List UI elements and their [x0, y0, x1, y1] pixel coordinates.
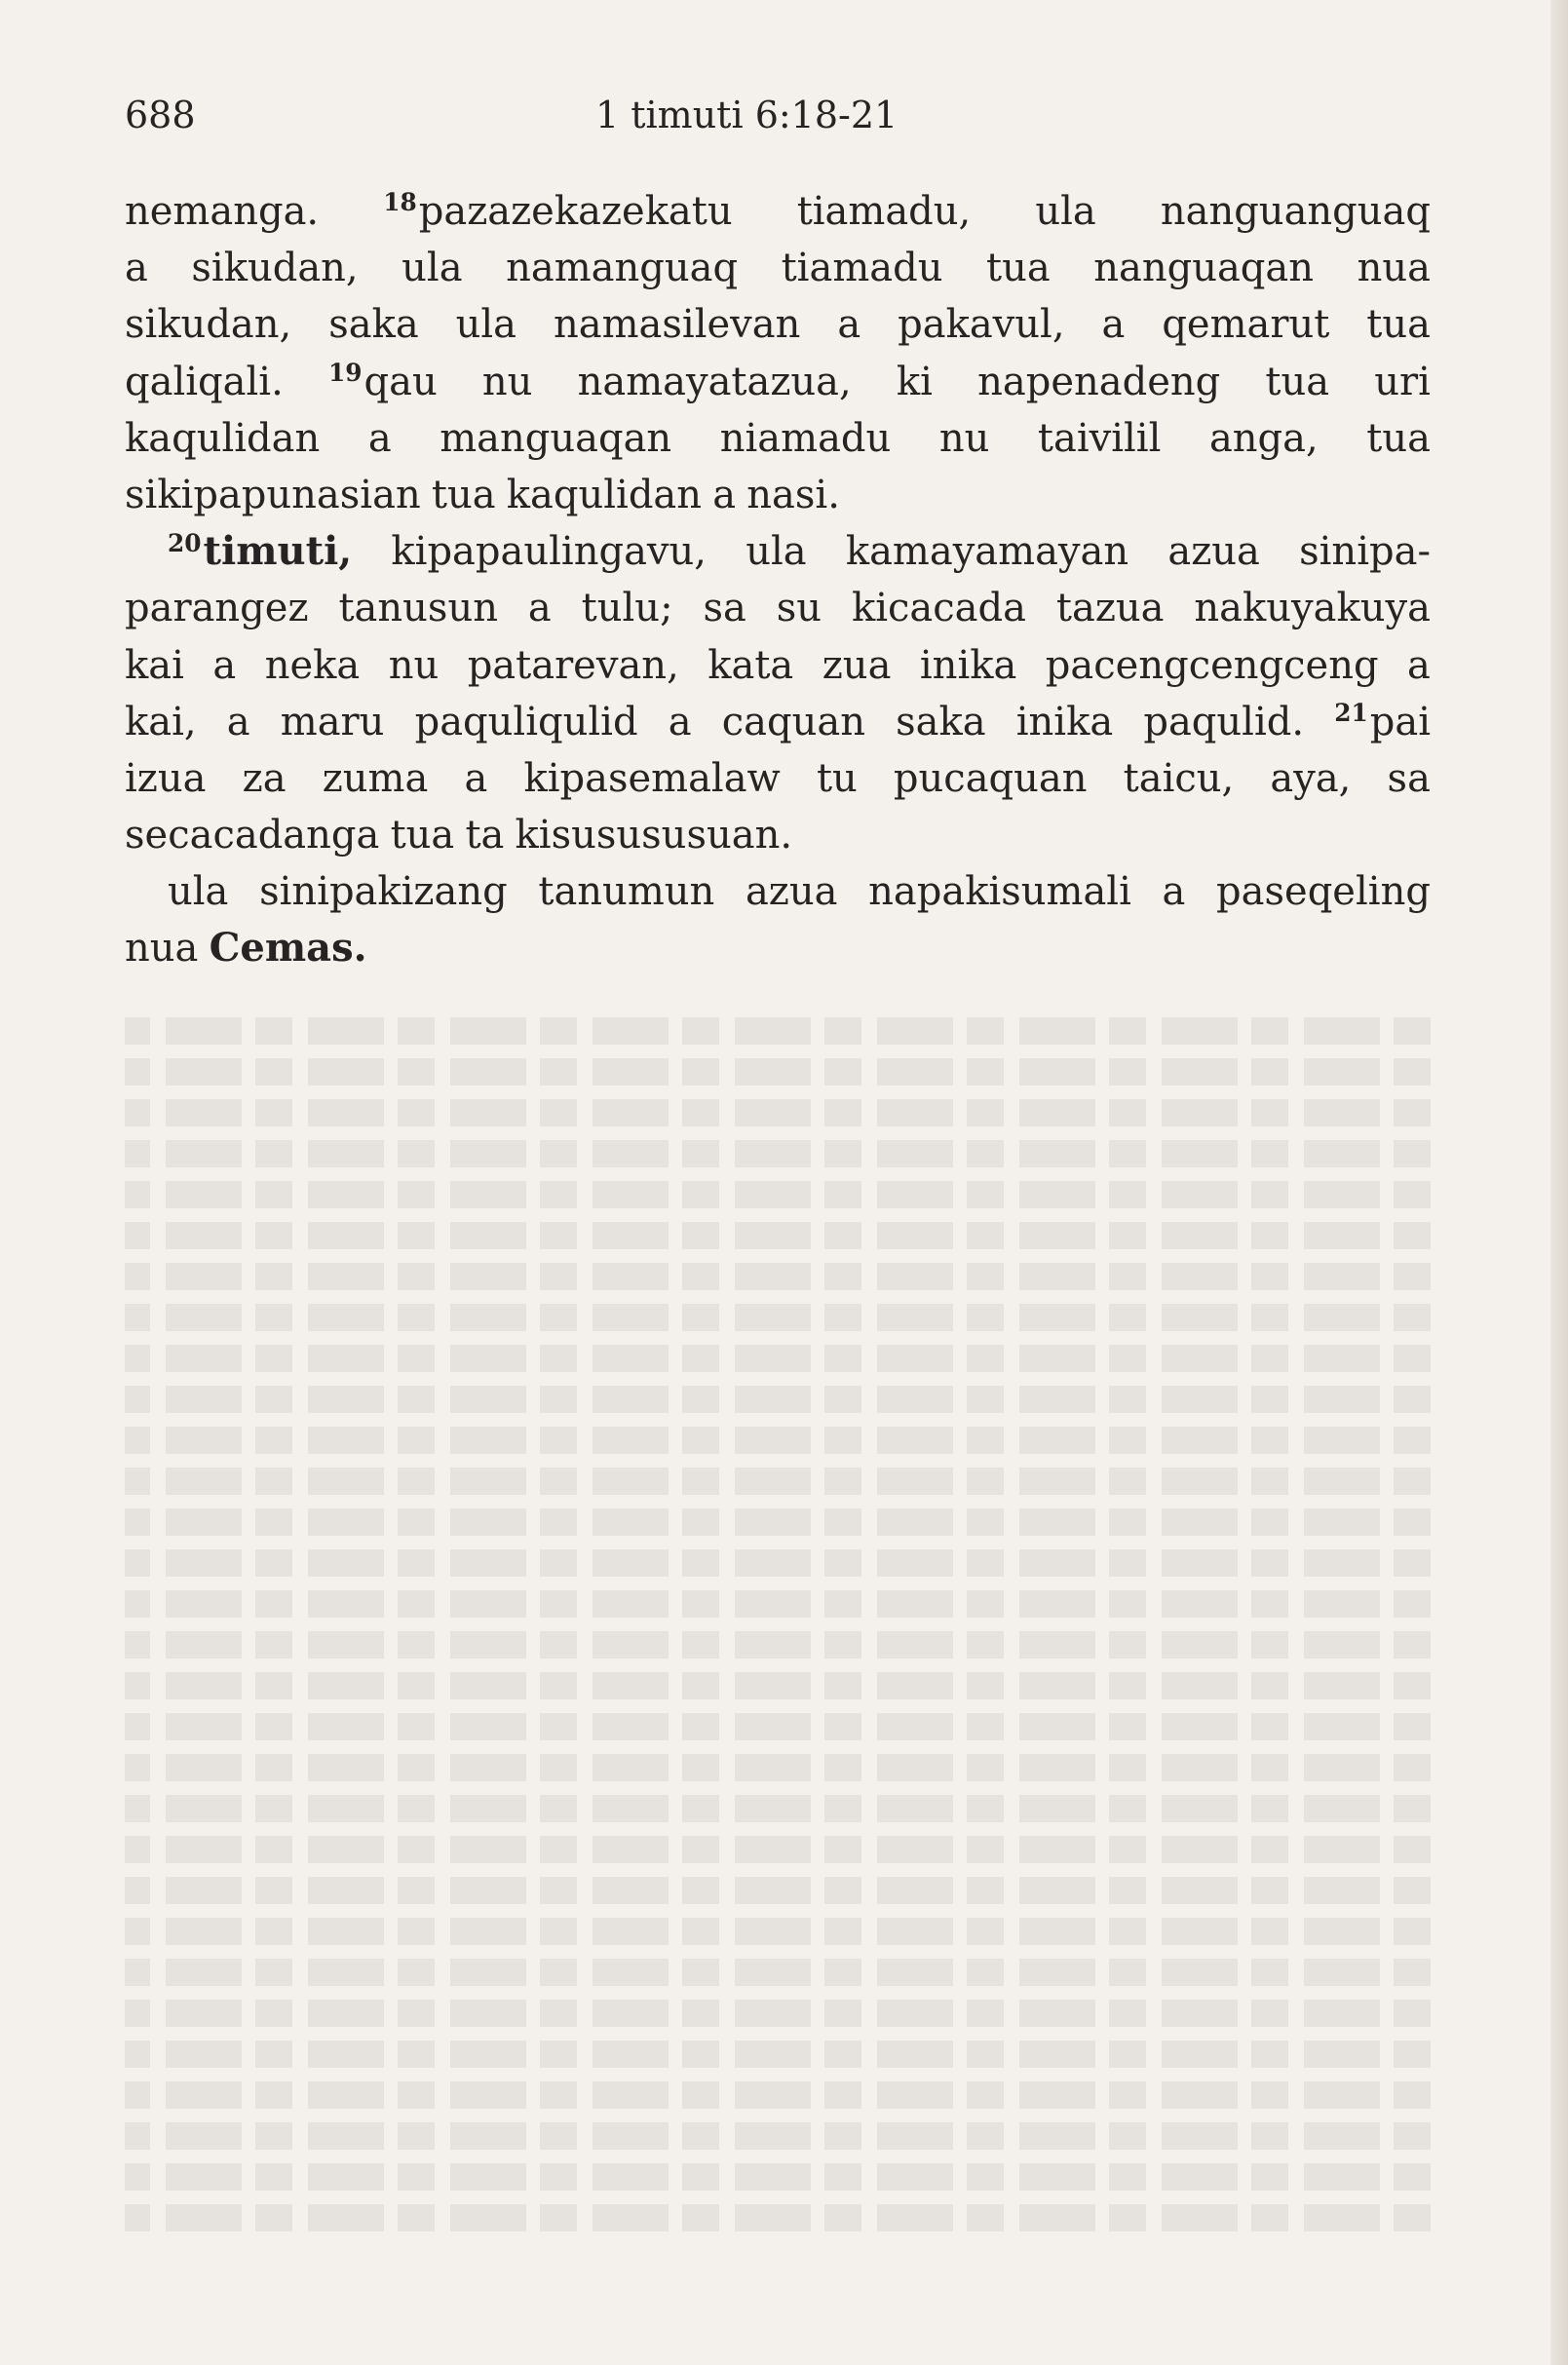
- word: azua: [1167, 529, 1260, 575]
- word: inika: [919, 642, 1017, 688]
- word: inika: [1015, 699, 1114, 744]
- word: nemanga.: [125, 189, 320, 234]
- word: namayatazua,: [577, 359, 852, 404]
- word: tiamadu: [781, 246, 943, 291]
- text-line: [125, 920, 1431, 976]
- text-line: [125, 694, 1431, 750]
- word: a: [837, 302, 861, 348]
- word: ta: [465, 813, 505, 858]
- word: zua: [822, 642, 892, 688]
- word: kipasemalaw: [523, 755, 781, 801]
- word: niamadu: [719, 415, 892, 461]
- word: tulu;: [581, 586, 673, 631]
- word: za: [242, 755, 287, 801]
- word: paquliqulid: [414, 699, 638, 744]
- word: patarevan,: [467, 642, 679, 688]
- word: maru: [280, 699, 385, 744]
- word: $^{18}$pazazekazekatu: [383, 188, 733, 234]
- word: caquan: [721, 699, 865, 744]
- page-edge: [1550, 0, 1568, 2365]
- word: a: [1407, 642, 1431, 688]
- word: nasi.: [746, 472, 840, 517]
- word: a: [367, 415, 392, 461]
- paragraph-3: [125, 863, 1431, 976]
- word: ula: [168, 869, 229, 915]
- word: ula: [1035, 189, 1096, 234]
- word: kata: [708, 642, 794, 688]
- word: saka: [896, 699, 986, 744]
- word: a: [527, 586, 552, 631]
- word: ula: [455, 302, 517, 348]
- text-line: [125, 807, 1431, 863]
- word: tua: [431, 472, 496, 517]
- word: qaliqali.: [125, 359, 284, 404]
- text-line: [125, 863, 1431, 920]
- word: namanguaq: [506, 246, 739, 291]
- word: namasilevan: [553, 302, 801, 348]
- word: nua: [125, 926, 199, 972]
- word: napakisumali: [868, 869, 1131, 915]
- text-line: [125, 296, 1431, 353]
- text-line: [125, 183, 1431, 240]
- paragraph-1: [125, 183, 1431, 523]
- word: kaqulidan: [506, 472, 703, 517]
- word: a: [212, 642, 237, 688]
- word: paseqeling: [1216, 869, 1431, 915]
- word: tua: [390, 813, 455, 858]
- word: kai,: [125, 699, 197, 744]
- word: a: [1162, 869, 1186, 915]
- word: sinipakizang: [259, 869, 508, 915]
- body-text: [125, 183, 1431, 977]
- word: manguaqan: [440, 415, 672, 461]
- word: nakuyakuya: [1194, 586, 1431, 631]
- word: $^{20}$timuti,: [168, 528, 353, 575]
- word: nu: [388, 642, 440, 688]
- word: tiamadu,: [796, 189, 972, 234]
- word: taivilil: [1037, 415, 1162, 461]
- word: qemarut: [1162, 302, 1330, 348]
- word: nua: [1357, 246, 1431, 291]
- text-line: [125, 410, 1431, 467]
- word: paqulid.: [1143, 699, 1305, 744]
- word: tu: [816, 755, 858, 801]
- word: a: [125, 246, 148, 291]
- running-head: 1 timuti 6:18-21: [595, 94, 899, 136]
- word: kamayamayan: [845, 529, 1129, 575]
- paragraph-2: [125, 523, 1431, 863]
- word: nanguaqan: [1093, 246, 1315, 291]
- verse-number: 21: [1334, 699, 1368, 728]
- word: su: [776, 586, 822, 631]
- word: secacadanga: [125, 813, 380, 858]
- word: $^{19}$qau: [327, 358, 438, 404]
- word: pucaquan: [893, 755, 1088, 801]
- word: sikudan,: [191, 246, 359, 291]
- text-line: [125, 240, 1431, 296]
- word: sa: [1387, 755, 1431, 801]
- word: ki: [896, 359, 933, 404]
- word: ula: [746, 529, 807, 575]
- word: tanumun: [538, 869, 715, 915]
- word: kicacada: [851, 586, 1026, 631]
- text-line: [125, 354, 1431, 410]
- word: sa: [703, 586, 746, 631]
- word: a: [1101, 302, 1126, 348]
- word: nu: [938, 415, 990, 461]
- word: Cemas.: [209, 925, 367, 972]
- text-line: [125, 467, 1431, 523]
- text-line: [125, 523, 1431, 580]
- word: nanguanguaq: [1160, 189, 1431, 234]
- word: tanusun: [338, 586, 498, 631]
- word: tua: [986, 246, 1051, 291]
- word: kipapaulingavu,: [391, 529, 707, 575]
- word: taicu,: [1123, 755, 1235, 801]
- word: uri: [1374, 359, 1431, 404]
- word: tua: [1366, 302, 1431, 348]
- word: sikipapunasian: [125, 472, 421, 517]
- word: kaqulidan: [125, 415, 321, 461]
- text-line: [125, 750, 1431, 807]
- word: azua: [745, 869, 838, 915]
- show-through-text: [125, 1004, 1431, 2231]
- word: kai: [125, 642, 184, 688]
- word: aya,: [1270, 755, 1352, 801]
- verse-number: 19: [327, 358, 363, 387]
- verse-number: 18: [383, 188, 417, 217]
- word: pacengcengceng: [1045, 642, 1379, 688]
- word: tazua: [1055, 586, 1165, 631]
- word: izua: [125, 755, 207, 801]
- word: zuma: [322, 755, 429, 801]
- word: saka: [328, 302, 419, 348]
- page-header: [125, 86, 1431, 144]
- word: parangez: [125, 586, 309, 631]
- word: sinipa-: [1299, 529, 1431, 575]
- word: a: [668, 699, 692, 744]
- text-line: [125, 637, 1431, 694]
- word: ula: [402, 246, 463, 291]
- word: a: [226, 699, 250, 744]
- word: kisusususuan.: [515, 813, 793, 858]
- word: tua: [1366, 415, 1431, 461]
- word: anga,: [1208, 415, 1319, 461]
- word: nu: [481, 359, 533, 404]
- text-line: [125, 580, 1431, 636]
- word: neka: [264, 642, 361, 688]
- verse-number: 20: [168, 528, 202, 557]
- word: sikudan,: [125, 302, 292, 348]
- word: pakavul,: [898, 302, 1065, 348]
- word: a: [464, 755, 488, 801]
- word: $^{21}$pai: [1334, 699, 1431, 744]
- word: tua: [1265, 359, 1330, 404]
- word: napenadeng: [977, 359, 1221, 404]
- word: a: [712, 472, 737, 517]
- page-number: 688: [125, 94, 196, 136]
